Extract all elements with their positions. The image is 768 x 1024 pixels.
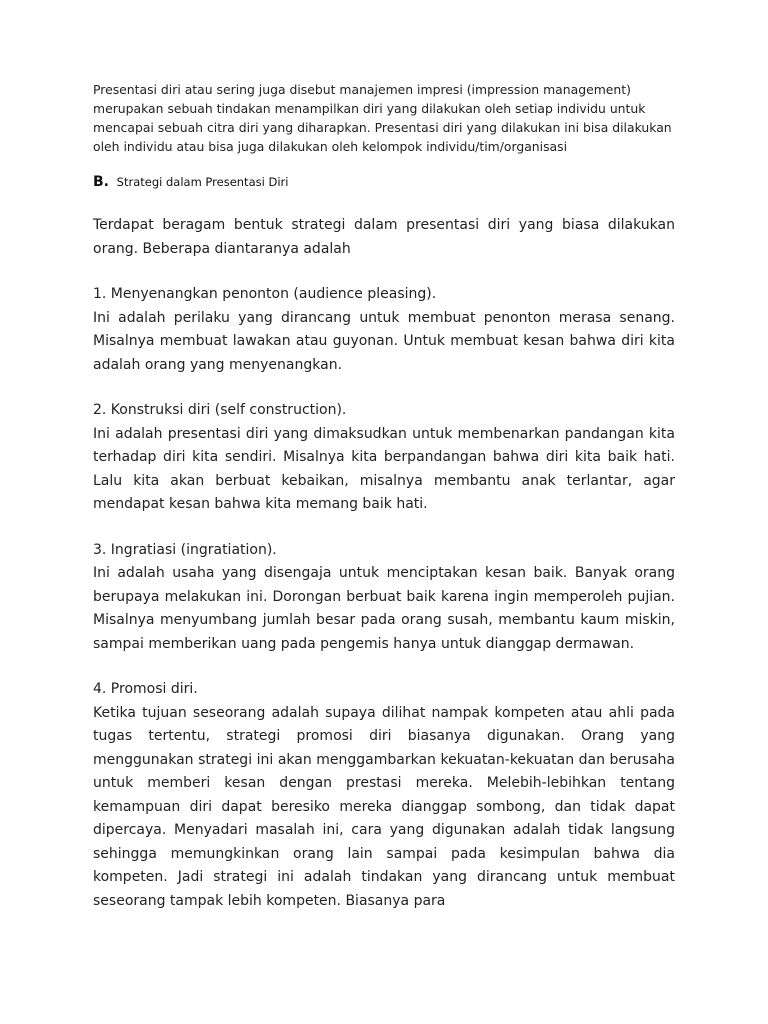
section-heading: [93, 174, 675, 190]
strategy-item: [93, 399, 675, 517]
intro-paragraph: Presentasi diri atau sering juga disebut manajemen impresi (impression management) merupakan sebuah tindakan menampilkan diri yang dilakukan oleh setiap individu untuk mencapai sebuah citra diri yang diharapkan. Presentasi diri yang dilakukan ini bisa dilakukan oleh individu atau bisa juga dilakukan oleh kelompok individu/tim/organisasi: [93, 82, 672, 154]
strategy-title: 4. Promosi diri.: [93, 681, 198, 697]
heading-letter: B.: [93, 174, 109, 190]
strategy-body: Ini adalah presentasi diri yang dimaksudkan untuk membenarkan pandangan kita terhadap diri kita sendiri. Misalnya kita berpandangan bahwa diri kita baik hati. Lalu kita akan berbuat kebaikan, misalnya membantu anak terlantar, agar mendapat kesan bahwa kita memang baik hati.: [93, 425, 675, 512]
heading-title: Strategi dalam Presentasi Diri: [116, 175, 289, 189]
strategy-title: 2. Konstruksi diri (self construction).: [93, 402, 347, 418]
strategy-body: Ini adalah perilaku yang dirancang untuk membuat penonton merasa senang. Misalnya membuat lawakan atau guyonan. Untuk membuat kesan bahwa diri kita adalah orang yang menyenangkan.: [93, 309, 675, 373]
strategy-item: [93, 539, 675, 657]
strategy-item: [93, 678, 675, 913]
strategy-body: Ini adalah usaha yang disengaja untuk menciptakan kesan baik. Banyak orang berupaya melakukan ini. Dorongan berbuat baik karena ingin memperoleh pujian. Misalnya menyumbang jumlah besar pada orang susah, membantu kaum miskin, sampai memberikan uang pada pengemis hanya untuk dianggap dermawan.: [93, 565, 675, 652]
strategy-title: 1. Menyenangkan penonton (audience pleasing).: [93, 286, 437, 302]
strategy-title: 3. Ingratiasi (ingratiation).: [93, 541, 277, 558]
strategy-body: Ketika tujuan seseorang adalah supaya dilihat nampak kompeten atau ahli pada tugas tertentu, strategi promosi diri biasanya digunakan. Orang yang menggunakan strategi ini akan menggambarkan kekuatan-kekuatan dan berusaha untuk memberi kesan dengan prestasi mereka. Melebih-lebihkan tentang kemampuan diri dapat beresiko mereka dianggap sombong, dan tidak dapat dipercaya. Menyadari masalah ini, cara yang digunakan adalah tidak langsung sehingga memungkinkan orang lain sampai pada kesimpulan bahwa dia kompeten. Jadi strategi ini adalah tindakan yang dirancang untuk membuat seseorang tampak lebih kompeten. Biasanya para: [93, 704, 675, 909]
strategy-item: [93, 283, 675, 377]
lead-paragraph: Terdapat beragam bentuk strategi dalam presentasi diri yang biasa dilakukan orang. Beberapa diantaranya adalah: [93, 217, 675, 257]
document-page: [93, 80, 675, 913]
